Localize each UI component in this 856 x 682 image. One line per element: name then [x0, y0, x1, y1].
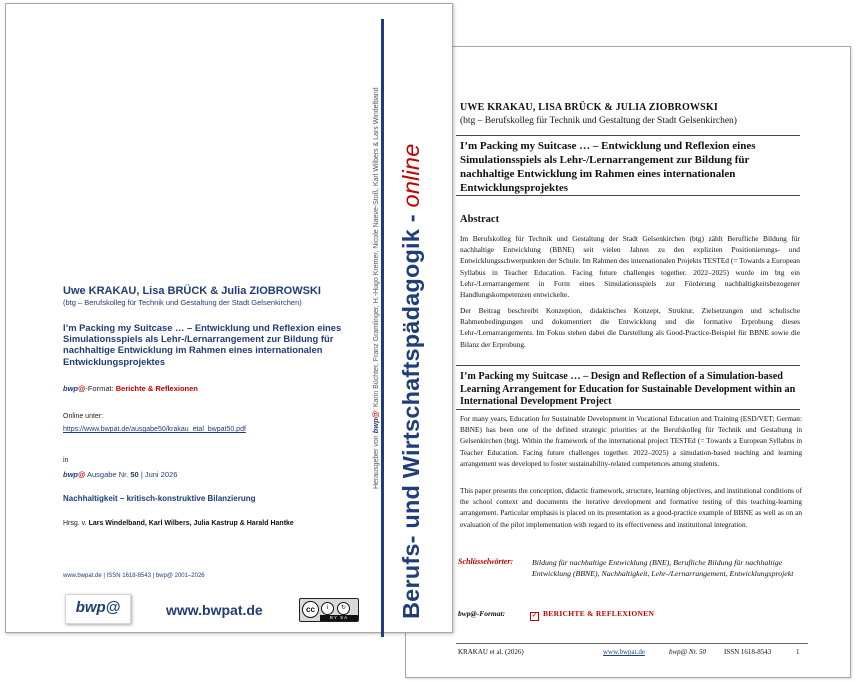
cover-authors: Uwe KRAKAU, Lisa BRÜCK & Julia ZIOBROWSKI — [63, 285, 321, 297]
english-paragraph-2: This paper presents the conception, didactic framework, structure, learning objectives, and institutional conditions of the school context and documents the iterative development and formative testing of this teaching-learning arrangement. Particular emphasis is placed on its presentation as a good-practice example of BBNE as well as on an evaluation of the pilot implementation with regard to its effectiveness and institutional integration. — [460, 486, 802, 529]
cover-page — [5, 3, 453, 633]
issue-theme: Nachhaltigkeit – kritisch-konstruktive Bilanzierung — [63, 494, 256, 503]
english-title: I’m Packing my Suitcase … – Design and Reflection of a Simulation-based Learning Arrangement for Education for Sustainable Development within an International Development Project — [460, 371, 796, 408]
footer-website-link[interactable]: www.bwpat.de — [603, 648, 645, 656]
article-institution: (btg – Berufskolleg für Technik und Gestaltung der Stadt Gelsenkirchen) — [460, 116, 737, 126]
format-value: ✓ BERICHTE & REFLEXIONEN — [531, 609, 655, 619]
article-authors: UWE KRAKAU, LISA BRÜCK & JULIA ZIOBROWSKI — [460, 102, 718, 113]
format-label: bwp@-Format: — [458, 609, 506, 618]
editors-vertical-text: Herausgeber von bwp@: Karin Büchter, Franz Gramlinger, H.-Hugo Kremer, Nicole Naeve-Stoß, Karl Wilbers & Lars Windelband — [371, 87, 380, 489]
article-page — [405, 46, 851, 678]
divider — [456, 365, 800, 366]
cover-issue: bwp@ Ausgabe Nr. 50 | Juni 2026 — [63, 470, 178, 479]
website-link[interactable]: www.bwpat.de — [166, 602, 263, 618]
article-url-link[interactable]: https://www.bwpat.de/ausgabe50/krakau_etal_bwpat50.pdf — [63, 426, 246, 433]
abstract-heading: Abstract — [460, 214, 500, 225]
divider — [456, 409, 800, 410]
divider — [456, 195, 800, 196]
english-paragraph-1: For many years, Education for Sustainable Development in Vocational Education and Training (ESD/VET; German: BBNE) has been one of the defined strategic priorities at the Berufskolleg für Technik und Gestaltung in Gelsenkirchen (btg). Within the framework of the international project TESTEd (= Towards a European Syllabus in Teacher Education. Facing future challenges together. 2022–2025) a simulation-based teaching and learning arrangement was developed to foster sustainability-related competences among students. — [460, 414, 802, 468]
journal-vertical-title: Berufs- und Wirtschaftspädagogik - online — [398, 143, 424, 619]
footer-issue: bwp@ Nr. 50 — [669, 648, 706, 656]
keywords-label: Schlüsselwörter: — [458, 557, 514, 566]
share-alike-icon: ↻ — [337, 602, 350, 615]
abstract-paragraph-1: Im Berufskolleg für Technik und Gestaltung der Stadt Gelsenkirchen (btg) zählt Berufliche Bildung für nachhaltige Entwicklung (BBNE) seit vielen Jahren zu den expliziten Positionierungs- und Entwicklungsschwerpunkten der Schule. Im Rahmen des internationalen Projekts TESTEd (= Towards a European Syllabus in Teacher Education. Facing future challenges together. 2022–2025) wurde im btg ein Lehr-/Lernarrangement in Form eines Simulationsspiels zur Förderung nachhaltigkeitsbezogener Handlungskompetenzen entwickelte. — [460, 234, 800, 300]
footer-issn: ISSN 1618-8543 — [724, 648, 772, 656]
online-label: Online unter: — [63, 413, 104, 420]
article-title: I’m Packing my Suitcase … – Entwicklung und Reflexion eines Simulationsspiels als Lehr-/Lernarrangement zur Bildung für nachhaltige Entwicklung im Rahmen eines internationalen Entwicklungsprojektes — [460, 140, 756, 194]
footer-page-number: 1 — [796, 648, 800, 656]
cc-icon: cc — [302, 601, 319, 618]
creative-commons-license-badge — [299, 598, 359, 622]
divider — [456, 135, 800, 136]
footer-citation: KRAKAU et al. (2026) — [458, 648, 524, 656]
attribution-icon: i — [321, 602, 334, 615]
checkbox-icon: ✓ — [531, 613, 538, 619]
issn-line: www.bwpat.de | ISSN 1618-8543 | bwp@ 2001–2026 — [63, 573, 205, 579]
cover-institution: (btg – Berufskolleg für Technik und Gestaltung der Stadt Gelsenkirchen) — [63, 298, 302, 307]
cover-format: bwp@-Format: Berichte & Reflexionen — [63, 384, 198, 393]
cover-editors: Hrsg. v. Lars Windelband, Karl Wilbers, Julia Kastrup & Harald Hantke — [63, 520, 294, 527]
footer-divider — [456, 643, 808, 644]
cover-vertical-rule — [381, 19, 384, 637]
in-label: in — [63, 457, 69, 464]
cover-title: I’m Packing my Suitcase … – Entwicklung und Reflexion eines Simulationsspiels als Lehr-/Lernarrangement zur Bildung für nachhaltige Entwicklung im Rahmen eines internationalen Entwicklungsprojektes — [63, 322, 342, 367]
abstract-paragraph-2: Der Beitrag beschreibt Konzeption, didaktisches Konzept, Struktur, Zielsetzungen und schulische Rahmenbedingungen und dokumentiert die Entwicklung und die formative Erprobung dieses Lehr-/Lernarrangements. Im Fokus stehen dabei die Darstellung als Good-Practice-Beispiel für BBNE sowie die Bilanz der Erprobung. — [460, 306, 800, 349]
bwpat-logo: bwp@ — [65, 594, 131, 624]
license-band: BY SA — [320, 615, 358, 621]
keywords: Bildung für nachhaltige Entwicklung (BNE), Berufliche Bildung für nachhaltige Entwicklung (BBNE), Nachhaltigkeit, Lehr-/Lernarrangement, Entwicklungsprojekt — [532, 558, 794, 578]
